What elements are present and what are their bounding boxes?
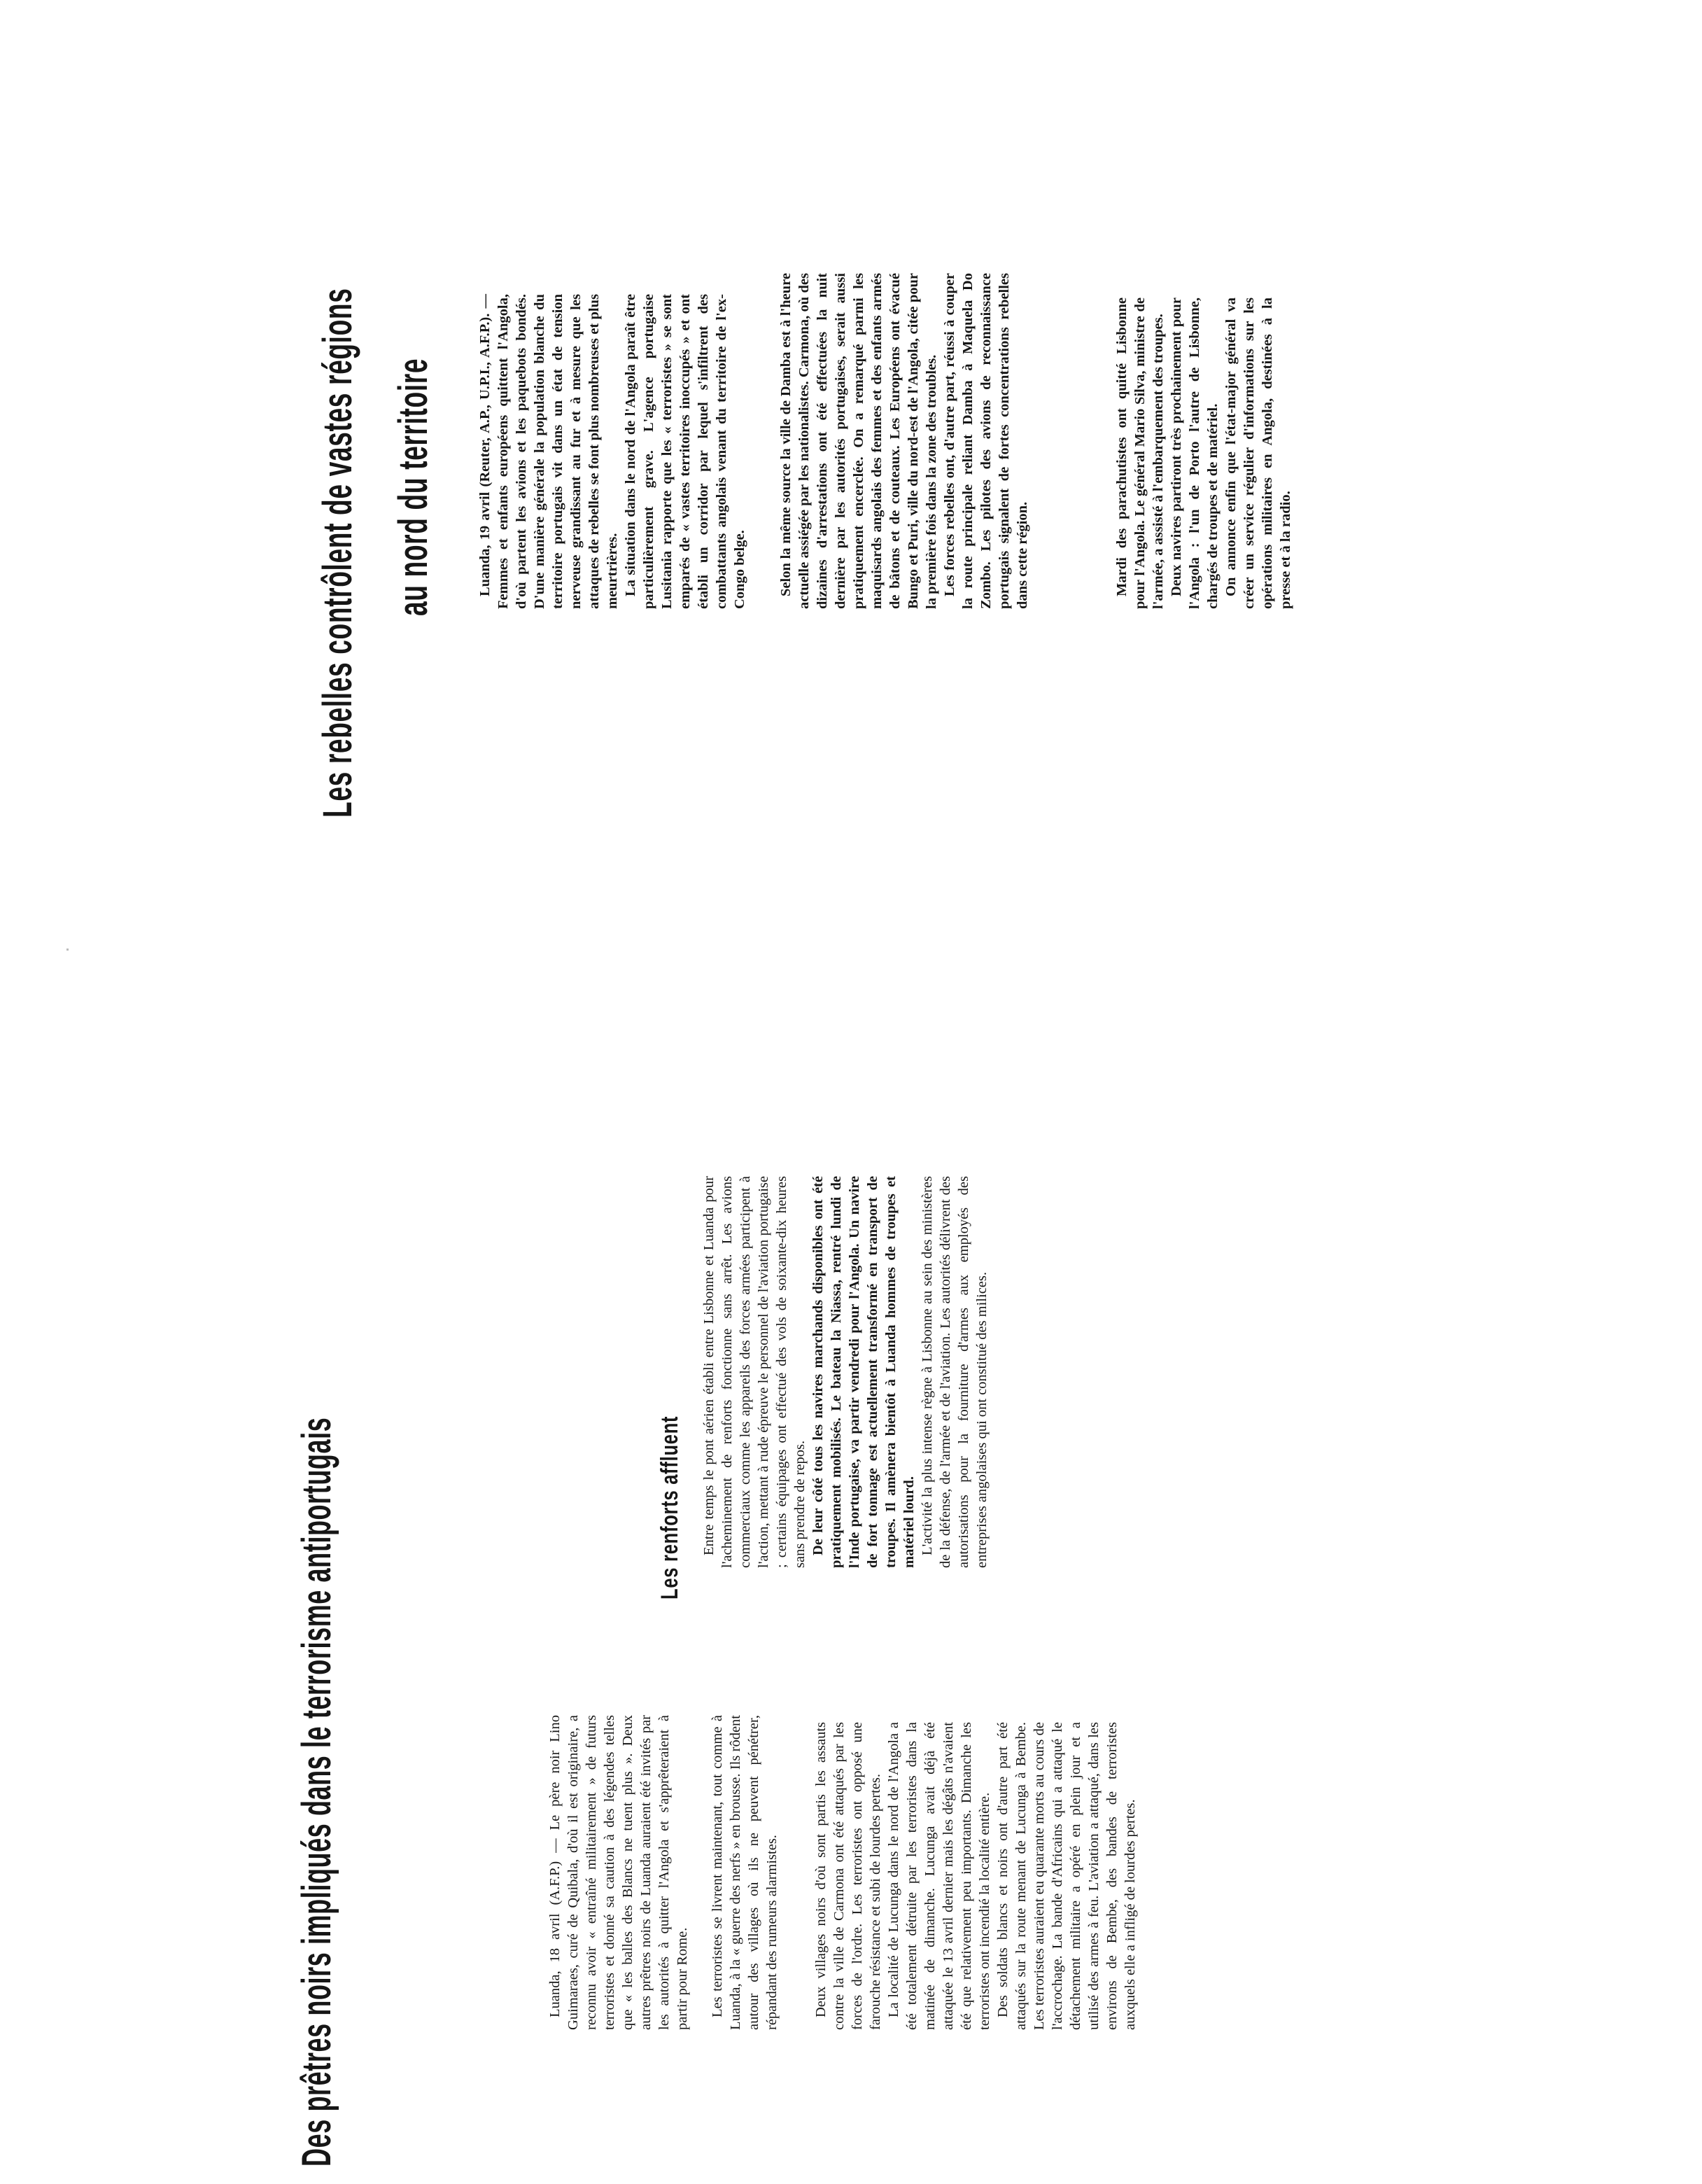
article2-col3-paragraph: Mardi des parachutistes ont quitté Lisbonne pour l'Angola. Le général Mario Silva, ministre de l'armée, a assisté à l'embarquement des troupes. (1114, 298, 1166, 609)
article1-col3-paragraph: L'activité la plus intense règne à Lisbonne au sein des ministères de la défense, de l'armée et de l'aviation. Les autorités délivrent des autorisations pour la fourniture d'armes aux employés des entreprises angolaises qui ont constitué des milices. (920, 1176, 990, 1568)
article2-col3-paragraph: On annonce enfin que l'état-major général va créer un service régulier d'informations sur les opérations militaires en Angola, destinées à la presse et à la radio. (1223, 298, 1293, 609)
article1-column-1 (546, 1715, 781, 2030)
article1-column-3 (700, 1176, 991, 1568)
article2-col3-paragraph: Deux navires partiront très prochainement pour l'Angola : l'un de Porto l'autre de Lisbonne, chargés de troupes et de matériel. (1169, 298, 1221, 609)
article2-col2-paragraph: Selon la même source la ville de Damba est à l'heure actuelle assiégée par les nationalistes. Carmona, où des dizaines d'arrestations ont été effectuées la nuit dernière par les autorités portugaises, serait aussi pratiquement encerclée. On a remarqué parmi les maquisards angolais des femmes et des enfants armés de bâtons et de couteaux. Les Européens ont évacué Bungo et Puri, ville du nord-est de l'Angola, citée pour la première fois dans la zone des troubles. (778, 273, 939, 609)
article2-headline-line2: au nord du territoire (391, 358, 436, 616)
article2-col1-paragraph: La situation dans le nord de l'Angola paraît être particulièrement grave. L'agence portugaise Lusitania rapporte que les « terroristes » se sont emparés de « vastes territoires inoccupés » et ont établi un corridor par lequel s'infiltrent des combattants angolais venant du territoire de l'ex-Congo belge. (623, 294, 747, 609)
article1-headline: Des prêtres noirs impliqués dans le terrorisme antiportugais (294, 1417, 339, 2166)
article2-col1-paragraph: Luanda, 19 avril (Reuter, A.P., U.P.I., A.F.P.). — Femmes et enfants européens quittent l'Angola, d'où partent les avions et les paquebots bondés. D'une manière générale la population blanche du territoire portugais vit dans un état de tension nerveuse grandissant au fur et à mesure que les attaques de rebelles se font plus nombreuses et plus meurtrières. (477, 294, 620, 609)
article2-col2-paragraph: Les forces rebelles ont, d'autre part, réussi à couper la route principale reliant Damba à Maquela Do Zombo. Les pilotes des avions de reconnaissance portugais signalent de fortes concentrations rebelles dans cette région. (942, 273, 1030, 609)
article1-col2-paragraph: La localité de Lucunga dans le nord de l'Angola a été totalement détruite par les terroristes dans la matinée de dimanche. Lucunga avait déjà été attaquée le 13 avril dernier mais les dégâts n'avaient été que relativement peu importants. Dimanche les terroristes ont incendié la localité entière. (886, 1722, 992, 2030)
article1-column-2 (812, 1722, 1139, 2030)
article2-column-1 (476, 294, 749, 609)
article1-col3-paragraph: Entre temps le pont aérien établi entre Lisbonne et Luanda pour l'acheminement de renforts fonctionne sans arrêt. Les avions commerciaux comme les appareils des forces armées participent à l'action, mettant à rude épreuve le personnel de l'aviation portugaise ; certains équipages ont effectué des vols de soixante-dix heures sans prendre de repos. (701, 1176, 808, 1568)
article1-col1-paragraph: Les terroristes se livrent maintenant, tout comme à Luanda, à la « guerre des nerfs » en brousse. Ils rôdent autour des villages où ils ne peuvent pénétrer, répandant des rumeurs alarmistes. (710, 1715, 780, 2030)
article1-col2-paragraph: Deux villages noirs d'où sont partis les assauts contre la ville de Carmona ont été attaqués par les forces de l'ordre. Les terroristes ont opposé une farouche résistance et subi de lourdes pertes. (813, 1722, 883, 2030)
article2-headline-line1: Les rebelles contrôlent de vastes régions (315, 288, 360, 818)
article1-col1-paragraph: Luanda, 18 avril (A.F.P.) — Le père noir Lino Guimaraes, curé de Quibala, d'où il est originaire, a reconnu avoir « entraîné militairement » de futurs terroristes et donné sa caution à des légendes telles que « les balles des Blancs ne tuent plus ». Deux autres prêtres noirs de Luanda auraient été invités par les autorités à quitter l'Angola et s'apprêteraient à partir pour Rome. (547, 1715, 690, 2030)
article1-col2-paragraph: Des soldats blancs et noirs ont d'autre part été attaqués sur la route menant de Lucunga à Bembe. Les terroristes auraient eu quarante morts au cours de l'accrochage. La bande d'Africains qui a attaqué le détachement militaire a opéré en plein jour et a utilisé des armes à feu. L'aviation a attaqué, dans les environs de Bembe, des bandes de terroristes auxquels elle a infligé de lourdes pertes. (995, 1722, 1138, 2030)
scan-speck (66, 948, 69, 951)
subheading: Les renforts affluent (656, 1415, 683, 1600)
article1-col3-paragraph: De leur côté tous les navires marchands disponibles ont été pratiquement mobilisés. Le bateau la Niassa, rentré lundi de l'Inde portugaise, va partir vendredi pour l'Angola. Un navire de fort tonnage est actuellement transformé en transport de troupes. Il amènera bientôt à Luanda hommes de troupes et matériel lourd. (810, 1176, 917, 1568)
article2-column-3 (1113, 298, 1295, 609)
subheading-wrapper (656, 1416, 684, 1600)
article2-column-2 (777, 273, 1032, 609)
